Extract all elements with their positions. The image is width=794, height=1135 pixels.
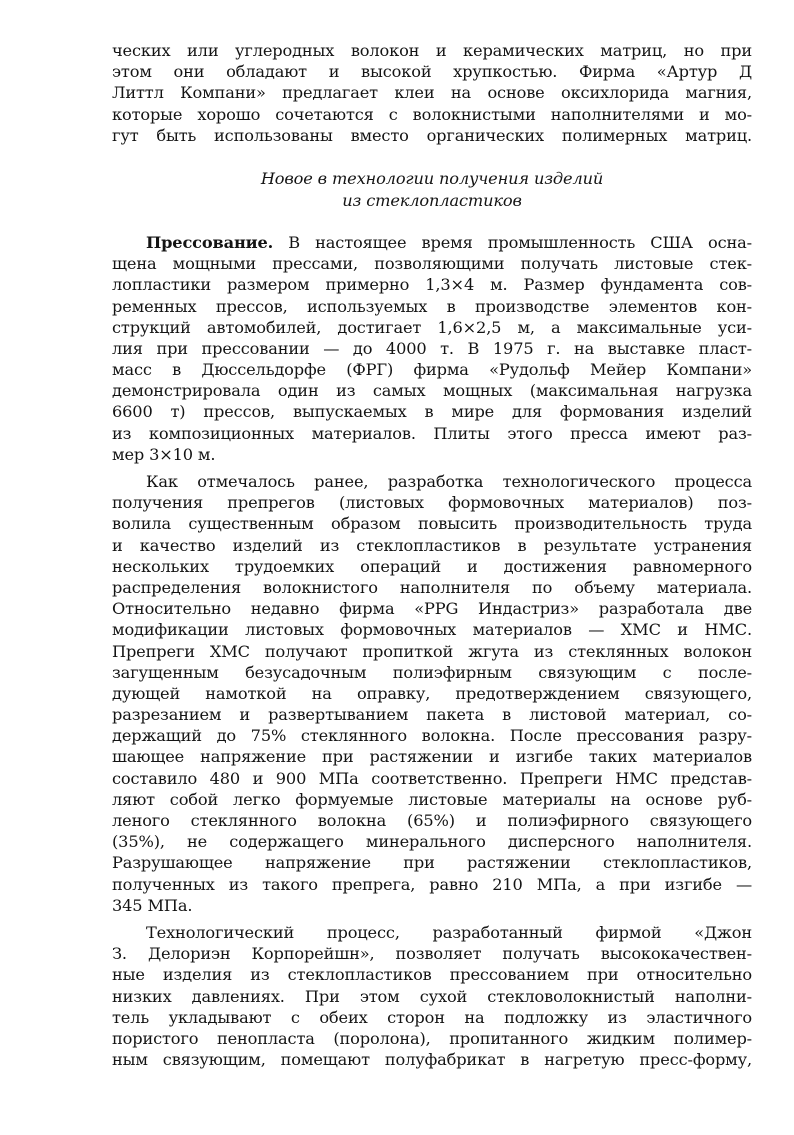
text-line: масс в Дюссельдорфе (ФРГ) фирма «Рудольф Мейер Компани»: [112, 360, 752, 380]
text-line: полученных из такого препрега, равно 210 МПа, а при изгибе —: [112, 874, 752, 894]
text-line: 6600 т) прессов, выпускаемых в мире для формования изделий: [112, 402, 752, 422]
paragraph-prepregs: [112, 471, 752, 916]
text-line: гут быть использованы вместо органических полимерных матриц.: [112, 125, 752, 145]
text-line: нескольких трудоемких операций и достижения равномерного: [112, 556, 752, 576]
text-line: тель укладывают с обеих сторон на подложку из эластичного: [112, 1007, 752, 1027]
text-line: разрезанием и развертыванием пакета в листовой материал, со-: [112, 705, 752, 725]
text-line: леного стеклянного волокна (65%) и полиэфирного связующего: [112, 811, 752, 830]
text-line: Разрушающее напряжение при растяжении стеклопластиков,: [112, 853, 752, 873]
text-line: из композиционных материалов. Плиты этого пресса имеют раз-: [112, 423, 752, 443]
text-line: струкций автомобилей, достигает 1,6×2,5 м, а максимальные уси-: [112, 317, 752, 337]
text-line: и качество изделий из стеклопластиков в результате устранения: [112, 535, 752, 555]
text-line: пористого пенопласта (поролона), пропитанного жидким полимер-: [112, 1028, 752, 1048]
text-line: мер 3×10 м.: [112, 444, 216, 464]
text-line: Препреги ХМС получают пропиткой жгута из стеклянных волокон: [112, 641, 752, 661]
text-line: ременных прессов, используемых в производстве элементов кон-: [112, 296, 752, 316]
text-line: (35%), не содержащего минерального дисперсного наполнителя.: [112, 832, 752, 852]
text-line: ные изделия из стеклопластиков прессованием при относительно: [112, 965, 752, 985]
text-line: которые хорошо сочетаются с волокнистыми наполнителями и мо-: [112, 104, 752, 124]
text-line: ческих или углеродных волокон и керамических матриц, но при: [112, 41, 752, 60]
text-line: держащий до 75% стеклянного волокна. После прессования разру-: [112, 726, 752, 746]
document-page: [112, 40, 752, 1076]
intro-paragraph: [112, 40, 752, 146]
text-line: шающее напряжение при растяжении и изгибе таких материалов: [112, 747, 752, 767]
text-line: демонстрировала один из самых мощных (максимальная нагрузка: [112, 381, 752, 401]
heading-line-1: Новое в технологии получения изделий: [260, 168, 604, 188]
text-line: ным связующим, помещают полуфабрикат в нагретую пресс-форму,: [112, 1050, 752, 1070]
text-line: загущенным безусадочным полиэфирным связующим с после-: [112, 662, 752, 682]
text-line: волила существенным образом повысить производительность труда: [112, 514, 752, 534]
text-span: В настоящее время промышленность США осна-: [273, 232, 752, 252]
text-line: Технологический процесс, разработанный фирмой «Джон: [146, 922, 752, 942]
text-line: дующей намоткой на оправку, предотверждением связующего,: [112, 683, 752, 703]
text-line: Как отмечалось ранее, разработка технологического процесса: [146, 472, 752, 491]
text-line: Литтл Компани» предлагает клеи на основе оксихлорида магния,: [112, 83, 752, 103]
text-line: распределения волокнистого наполнителя по объему материала.: [112, 577, 752, 597]
text-line: низких давлениях. При этом сухой стекловолокнистый наполни-: [112, 986, 752, 1006]
run-in-heading: Прессование.: [146, 232, 274, 252]
section-heading: [112, 168, 752, 212]
text-line: щена мощными прессами, позволяющими получать листовые стек-: [112, 254, 752, 274]
heading-line-2: из стеклопластиков: [342, 190, 522, 210]
text-line: получения препрегов (листовых формовочных материалов) поз-: [112, 493, 752, 513]
text-line: составило 480 и 900 МПа соответственно. Препреги НМС представ-: [112, 768, 752, 788]
text-line: Относительно недавно фирма «PPG Индастриз» разработала две: [112, 599, 752, 619]
paragraph-pressing: [112, 232, 752, 465]
text-line: лия при прессовании — до 4000 т. В 1975 г. на выставке пласт-: [112, 338, 752, 358]
text-line: 345 МПа.: [112, 895, 193, 915]
text-line: модификации листовых формовочных материалов — ХМС и НМС.: [112, 620, 752, 640]
text-line: лопластики размером примерно 1,3×4 м. Размер фундамента сов-: [112, 275, 752, 295]
text-line: ляют собой легко формуемые листовые материалы на основе руб-: [112, 789, 752, 809]
paragraph-process: [112, 922, 752, 1070]
text-line: З. Делориэн Корпорейшн», позволяет получать высококачествен-: [112, 944, 752, 964]
text-line: [112, 232, 752, 253]
text-line: этом они обладают и высокой хрупкостью. Фирма «Артур Д: [112, 62, 752, 82]
